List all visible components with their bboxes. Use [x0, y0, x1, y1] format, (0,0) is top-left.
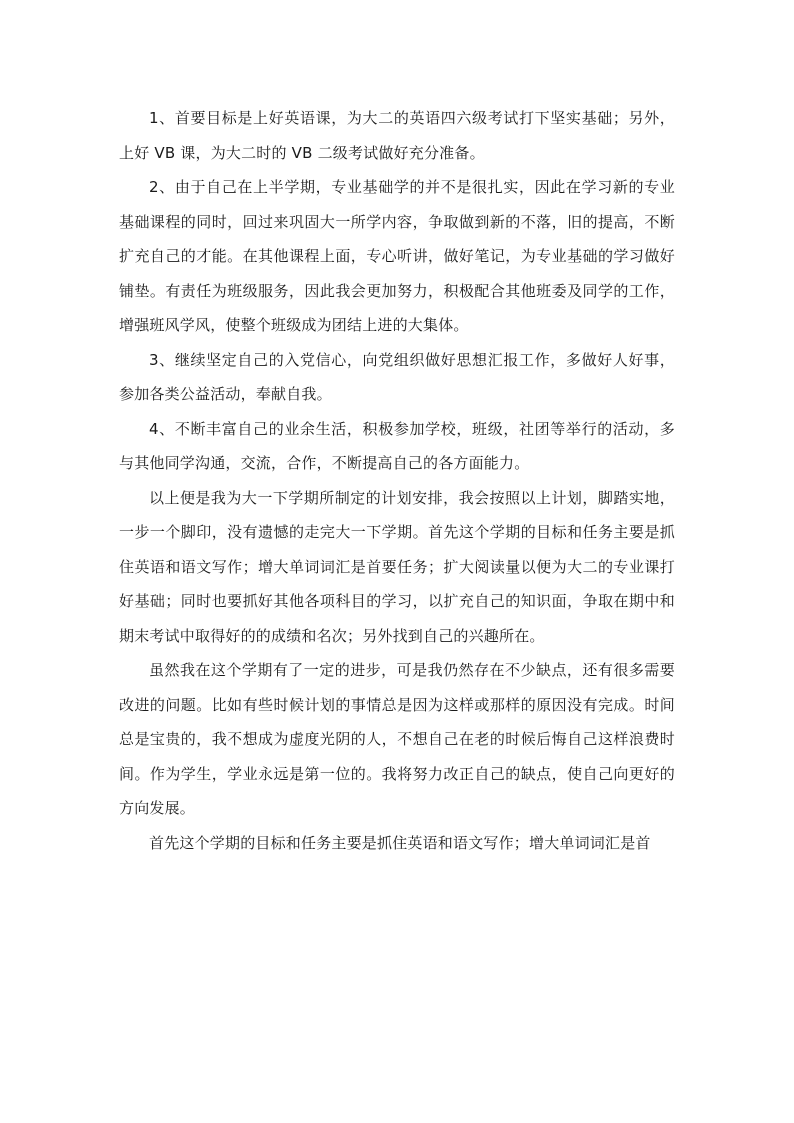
paragraph-goal-2: 2、由于自己在上半学期，专业基础学的并不是很扎实，因此在学习新的专业基础课程的同时，回过来巩固大一所学内容，争取做到新的不落，旧的提高，不断扩充自己的才能。在其他课程上面，专心听讲，做好笔记，为专业基础的学习做好铺垫。有责任为班级服务，因此我会更加努力，积极配合其他班委及同学的工作，增强班风学风，使整个班级成为团结上进的大集体。 — [119, 178, 675, 334]
paragraph-goal-4: 4、不断丰富自己的业余生活，积极参加学校，班级，社团等举行的活动，多与其他同学沟通，交流，合作，不断提高自己的各方面能力。 — [119, 419, 675, 472]
paragraph-reflection: 虽然我在这个学期有了一定的进步，可是我仍然存在不少缺点，还有很多需要改进的问题。比如有些时候计划的事情总是因为这样或那样的原因没有完成。时间总是宝贵的，我不想成为虚度光阴的人，不想自己在老的时候后悔自己这样浪费时间。作为学生，学业永远是第一位的。我将努力改正自己的缺点，使自己向更好的方向发展。 — [119, 661, 675, 817]
paragraph-continuation: 首先这个学期的目标和任务主要是抓住英语和语文写作；增大单词词汇是首 — [149, 833, 651, 852]
paragraph-summary: 以上便是我为大一下学期所制定的计划安排，我会按照以上计划，脚踏实地，一步一个脚印，没有遗憾的走完大一下学期。首先这个学期的目标和任务主要是抓住英语和语文写作；增大单词词汇是首要任务；扩大阅读量以便为大二的专业课打好基础；同时也要抓好其他各项科目的学习，以扩充自己的知识面，争取在期中和期末考试中取得好的的成绩和名次；另外找到自己的兴趣所在。 — [119, 488, 675, 645]
document-body — [119, 101, 675, 860]
paragraph-goal-3: 3、继续坚定自己的入党信心，向党组织做好思想汇报工作，多做好人好事，参加各类公益活动，奉献自我。 — [119, 350, 675, 403]
paragraph-goal-1: 1、首要目标是上好英语课，为大二的英语四六级考试打下坚实基础；另外，上好 VB 课，为大二时的 VB 二级考试做好充分准备。 — [119, 109, 675, 162]
